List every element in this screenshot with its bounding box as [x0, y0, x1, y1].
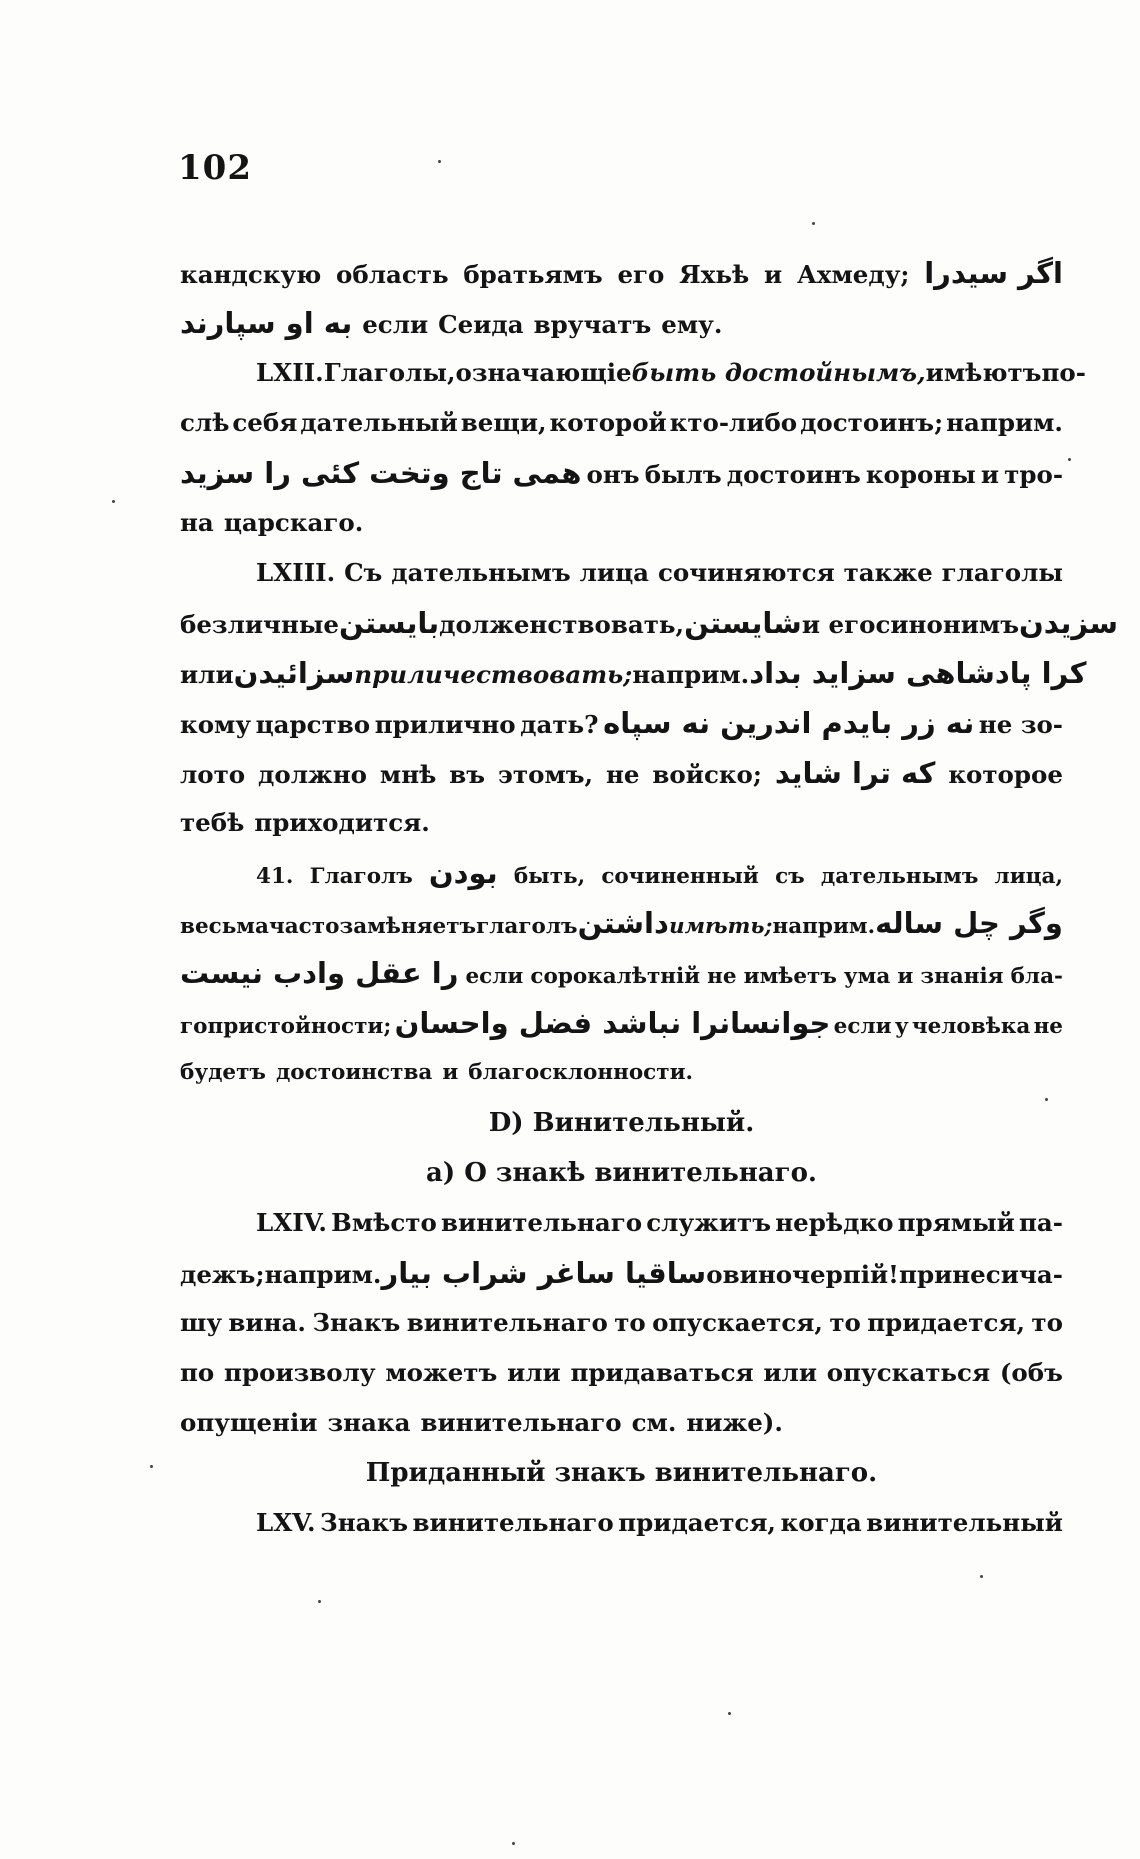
word: кто-либо: [669, 408, 798, 437]
persian-word: شایستن: [684, 606, 802, 640]
word: глаголы: [941, 558, 1063, 587]
section-number: LXIV.: [256, 1208, 327, 1237]
word: то: [1031, 1308, 1063, 1337]
word: и: [897, 964, 914, 989]
word: опускается,: [652, 1308, 823, 1337]
word: былъ: [644, 460, 722, 489]
word: короны: [865, 460, 976, 489]
page-number: 102: [178, 148, 252, 188]
word: или: [507, 1358, 561, 1387]
scan-speck: [980, 1575, 983, 1578]
text-line: [180, 698, 1063, 748]
word: войско;: [652, 760, 762, 789]
italic-term: быть достойнымъ,: [631, 358, 926, 387]
word: долженствовать,: [439, 610, 685, 639]
text-line: [180, 398, 1063, 448]
word: синонимъ: [875, 610, 1020, 639]
word: винительнаго: [412, 1508, 614, 1537]
word: не: [605, 760, 640, 789]
word: лица,: [994, 864, 1063, 889]
word: не: [707, 964, 737, 989]
word: шу: [180, 1308, 223, 1337]
persian-word: بودن: [428, 856, 498, 890]
word: Вмѣсто: [331, 1208, 437, 1237]
text-line: [180, 1348, 1063, 1398]
word: или: [763, 1358, 818, 1387]
word: человѣка: [911, 1014, 1031, 1039]
text-line: [180, 648, 1087, 698]
persian-phrase: که ترا شاید: [774, 756, 936, 790]
word: гопристойности;: [180, 1014, 392, 1039]
italic-term: приличествовать;: [354, 660, 633, 689]
word: знанія: [920, 964, 1004, 989]
word: винительнаго: [440, 1208, 643, 1237]
word: опущеніи: [180, 1408, 318, 1437]
word: придаваться: [570, 1358, 754, 1387]
word: дательнымъ: [820, 864, 979, 889]
word: тебѣ: [180, 808, 245, 837]
text-line: [180, 798, 1063, 848]
word: сочиненный: [601, 864, 759, 889]
note-line: [180, 1048, 1063, 1098]
word: Ахмеду;: [796, 260, 910, 289]
word: лото: [180, 760, 246, 789]
word: наприм.: [946, 408, 1063, 437]
word: ума: [843, 964, 891, 989]
word: Яхьѣ: [679, 260, 750, 289]
word: по: [180, 1358, 215, 1387]
note-line: [180, 948, 1063, 998]
word: царство: [255, 710, 371, 739]
word: мнѣ: [379, 760, 437, 789]
scan-speck: [1068, 458, 1071, 461]
word: лица: [579, 558, 650, 587]
scan-speck: [150, 1465, 153, 1468]
text-line: [180, 1248, 1063, 1298]
word: па-: [1018, 1208, 1063, 1237]
word: и: [980, 460, 1000, 489]
word: прилично: [374, 710, 516, 739]
word: братьямъ: [463, 260, 603, 289]
word: достоинства: [275, 1060, 433, 1085]
word: когда: [780, 1508, 862, 1537]
scan-speck: [1045, 1098, 1048, 1101]
word: благосклонности.: [468, 1060, 694, 1085]
word: Знакъ: [320, 1508, 408, 1537]
word: кому: [180, 710, 251, 739]
word: винительнаго: [406, 1308, 608, 1337]
word: винительнаго: [420, 1408, 622, 1437]
word: принеси: [899, 1260, 1019, 1289]
section-heading-line: [180, 548, 1063, 598]
word: и его: [801, 610, 876, 639]
word: то: [614, 1308, 646, 1337]
word: приходится.: [254, 808, 430, 837]
subsection-subheading: [180, 1148, 1063, 1198]
word: которое: [948, 760, 1063, 789]
word: если: [362, 310, 429, 339]
word: Сеида: [438, 310, 524, 339]
persian-word: بایستن: [339, 606, 440, 640]
word: часто: [268, 914, 340, 939]
word: ча-: [1018, 1260, 1063, 1289]
word: весьма: [180, 914, 269, 939]
word: или: [180, 660, 234, 689]
word: служитъ: [646, 1208, 772, 1237]
word: если: [465, 964, 524, 989]
word: безличные: [180, 610, 340, 639]
body-text: [180, 248, 1118, 1548]
word: знака: [327, 1408, 411, 1437]
word: себя: [232, 408, 298, 437]
persian-phrase: کرا پادشاهی سزاید بداد: [749, 656, 1087, 690]
word: Съ: [344, 558, 383, 587]
note-line: [180, 848, 1063, 898]
persian-phrase: اگر سیدرا: [924, 256, 1063, 290]
persian-word: سزائیدن: [233, 656, 355, 690]
word: (объ: [999, 1358, 1063, 1387]
word: сорокалѣтній: [530, 964, 701, 989]
word: дательнымъ: [391, 558, 571, 587]
word: вещи,: [460, 408, 547, 437]
word: ему.: [661, 310, 723, 339]
scan-speck: [438, 160, 441, 163]
subsection-subheading: [180, 1448, 1063, 1498]
scan-speck: [812, 222, 815, 225]
note-line: [180, 998, 1063, 1048]
heading-text: а) О знакѣ винительнаго.: [426, 1158, 817, 1188]
word: о: [706, 1260, 723, 1289]
scan-speck: [512, 1842, 515, 1845]
word: достоинъ;: [800, 408, 944, 437]
word: должно: [258, 760, 368, 789]
word: которой: [549, 408, 667, 437]
word: придается,: [618, 1508, 776, 1537]
word: у: [894, 1014, 909, 1039]
word: ниже).: [686, 1408, 783, 1437]
word: слѣ: [180, 408, 230, 437]
word: будетъ: [180, 1060, 266, 1085]
word: см.: [631, 1408, 677, 1437]
word: придается,: [867, 1308, 1025, 1337]
word: дать?: [520, 710, 599, 739]
word: бла-: [1010, 964, 1063, 989]
word: глаголъ: [476, 914, 578, 939]
persian-word: سزیدن: [1019, 606, 1118, 640]
text-line: [180, 298, 1063, 348]
text-line: [180, 248, 1063, 298]
section-heading-line: [180, 348, 1086, 398]
persian-phrase: وگر چل ساله: [875, 906, 1063, 940]
word: то: [829, 1308, 861, 1337]
persian-phrase: ساقیا ساغر شراب بیار: [381, 1256, 707, 1290]
word: имѣютъ: [925, 358, 1042, 387]
section-heading-line: [180, 1498, 1063, 1548]
heading-text: D) Винительный.: [488, 1108, 755, 1138]
word: означающіе: [455, 358, 632, 387]
subsection-heading: [180, 1098, 1063, 1148]
persian-phrase: جوانسانرا نباشد فضل واحسان: [394, 1006, 831, 1040]
word: дежъ;: [180, 1260, 265, 1289]
word: и: [764, 260, 783, 289]
word: не зо-: [978, 710, 1063, 739]
word: вручатъ: [533, 310, 652, 339]
word: винительный: [866, 1508, 1063, 1537]
word: имѣетъ: [743, 964, 837, 989]
word: опускаться: [826, 1358, 991, 1387]
word: этомъ,: [498, 760, 594, 789]
word: онъ: [586, 460, 640, 489]
word: прямый: [897, 1208, 1015, 1237]
note-line: [180, 898, 1063, 948]
section-number: LXV.: [256, 1508, 316, 1537]
word: вина.: [228, 1308, 306, 1337]
word: тро-: [1004, 460, 1063, 489]
word: Знакъ: [312, 1308, 401, 1337]
word: виночерпій!: [722, 1260, 899, 1289]
word: и: [442, 1060, 459, 1085]
section-number: LXIII.: [256, 558, 336, 587]
note-number: 41.: [256, 864, 294, 889]
word: Глаголы,: [323, 358, 456, 387]
word: на: [180, 508, 214, 537]
persian-phrase: را عقل وادب نیست: [180, 956, 459, 990]
word: Глаголъ: [309, 864, 413, 889]
text-line: [180, 498, 1063, 548]
word: наприм.: [632, 660, 750, 689]
word: произволу: [224, 1358, 376, 1387]
word: наприм.: [772, 914, 876, 939]
word: не: [1033, 1014, 1063, 1039]
word: его: [617, 260, 665, 289]
word: наприм.: [264, 1260, 382, 1289]
text-line: [180, 1398, 1063, 1448]
word: можетъ: [385, 1358, 498, 1387]
word: если: [833, 1014, 892, 1039]
word: въ: [449, 760, 486, 789]
word: по-: [1041, 358, 1086, 387]
persian-word: داشتن: [577, 906, 669, 940]
word: быть,: [513, 864, 586, 889]
scan-speck: [318, 1600, 321, 1603]
section-number: LXII.: [256, 358, 324, 387]
persian-phrase: به او سپارند: [180, 306, 353, 340]
word: дательный: [300, 408, 458, 437]
italic-term: имѣть;: [668, 914, 773, 939]
word: также: [843, 558, 933, 587]
scan-speck: [728, 1712, 731, 1715]
word: достоинъ: [726, 460, 861, 489]
text-line: [180, 1298, 1063, 1348]
text-line: [180, 448, 1063, 498]
text-line: [180, 598, 1118, 648]
word: съ: [775, 864, 805, 889]
scan-speck: [112, 500, 115, 503]
word: кандскую: [180, 260, 322, 289]
word: область: [336, 260, 449, 289]
text-line: [180, 748, 1063, 798]
section-heading-line: [180, 1198, 1063, 1248]
persian-phrase: نه زر بایدم اندرین نه سپاه: [603, 706, 975, 740]
word: царскаго.: [223, 508, 364, 537]
heading-text: Приданный знакъ винительнаго.: [365, 1458, 878, 1488]
persian-phrase: همی تاج وتخت کئی را سزید: [180, 456, 582, 490]
word: сочиняются: [657, 558, 835, 587]
word: нерѣдко: [775, 1208, 894, 1237]
word: замѣняетъ: [339, 914, 477, 939]
